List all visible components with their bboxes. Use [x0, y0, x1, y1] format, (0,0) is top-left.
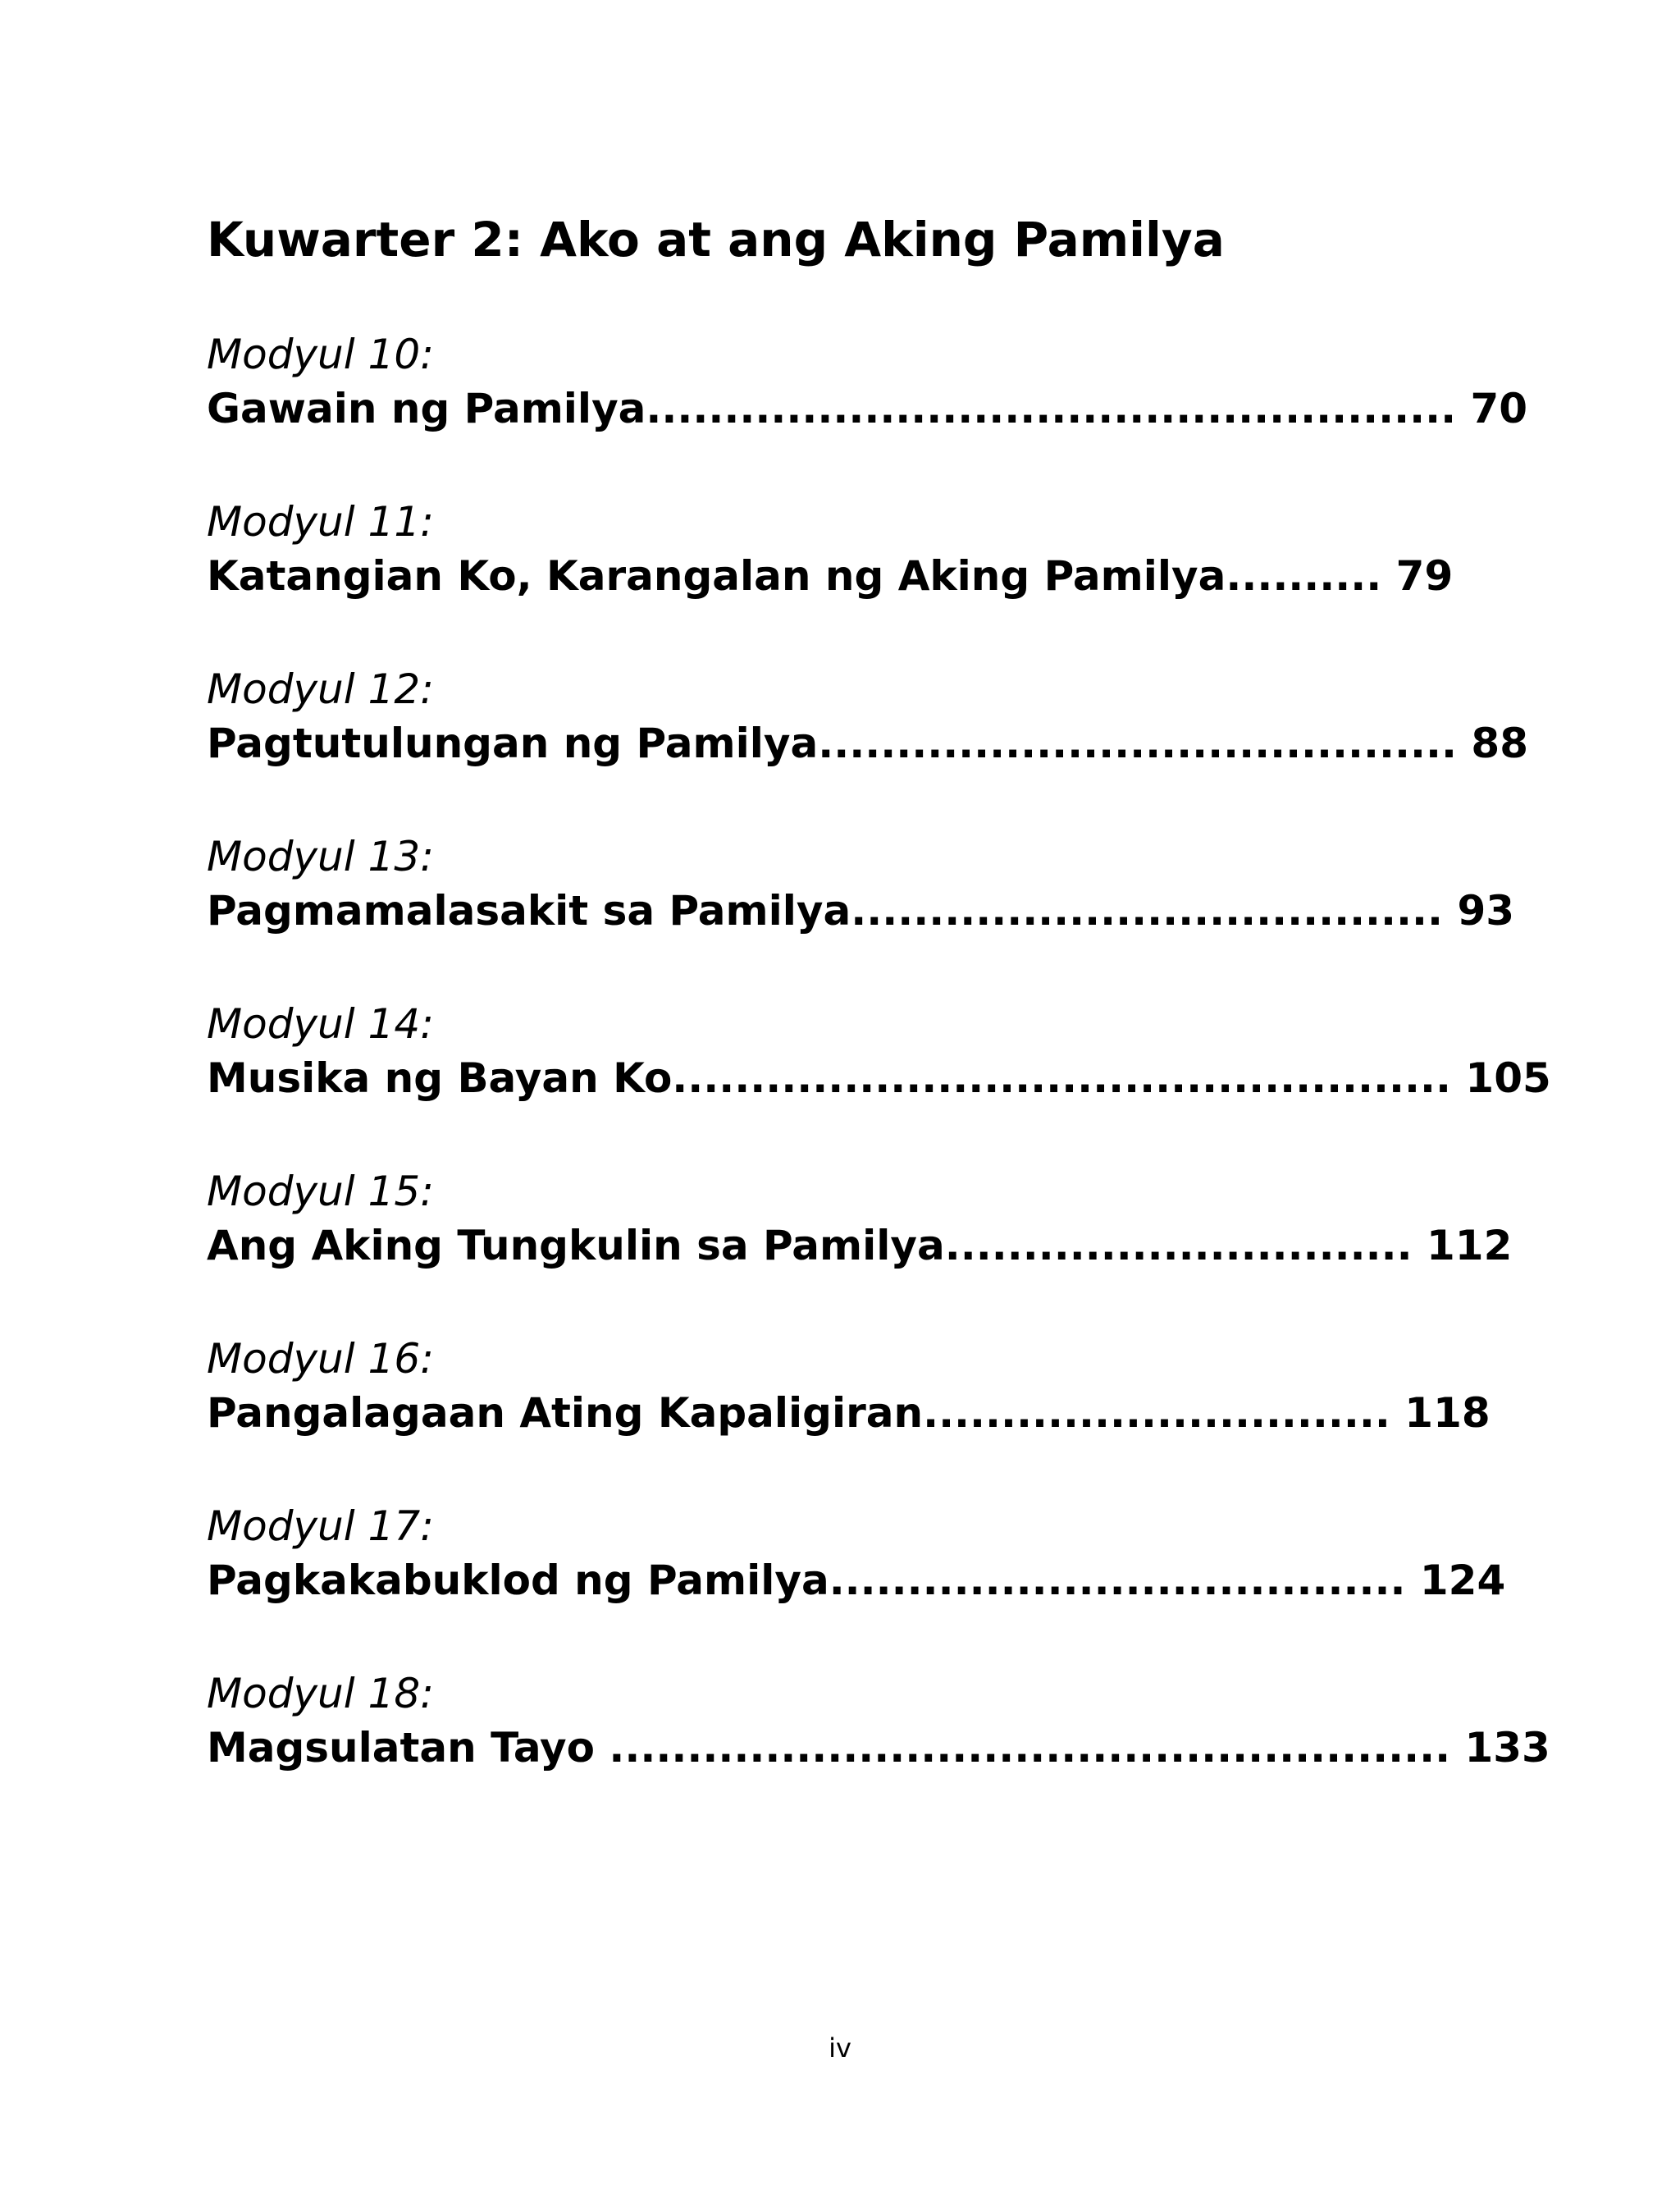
toc-entry-modyul-10	[207, 328, 1527, 437]
toc-entry-modyul-16	[207, 1333, 1491, 1441]
toc-entry-modyul-15	[207, 1165, 1512, 1273]
modyul-title-line: Musika ng Bayan Ko.................................................. 105	[207, 1054, 1551, 1102]
quarter-heading: Kuwarter 2: Ako at ang Aking Pamilya	[207, 212, 1225, 267]
modyul-label: Modyul 15:	[207, 1168, 435, 1215]
toc-entry-modyul-14	[207, 998, 1551, 1106]
modyul-label: Modyul 11:	[207, 498, 435, 546]
modyul-title-line: Pagtutulungan ng Pamilya......................................... 88	[207, 720, 1528, 767]
toc-entry-modyul-17	[207, 1500, 1505, 1608]
modyul-label: Modyul 17:	[207, 1502, 435, 1550]
toc-entry-modyul-12	[207, 663, 1528, 771]
modyul-label: Modyul 14:	[207, 1000, 435, 1048]
modyul-label: Modyul 18:	[207, 1670, 435, 1717]
modyul-title-line: Katangian Ko, Karangalan ng Aking Pamilya.......... 79	[207, 552, 1454, 600]
toc-entry-modyul-13	[207, 830, 1514, 939]
toc-entry-modyul-11	[207, 496, 1453, 604]
modyul-label: Modyul 10:	[207, 331, 435, 378]
modyul-title-line: Pagkakabuklod ng Pamilya..................................... 124	[207, 1557, 1506, 1604]
modyul-label: Modyul 12:	[207, 665, 435, 713]
modyul-title-line: Pangalagaan Ating Kapaligiran.............................. 118	[207, 1389, 1491, 1437]
modyul-label: Modyul 16:	[207, 1335, 435, 1383]
modyul-title-line: Pagmamalasakit sa Pamilya...................................... 93	[207, 887, 1515, 935]
page-number: iv	[829, 2032, 851, 2064]
modyul-label: Modyul 13:	[207, 833, 435, 880]
toc-entry-modyul-18	[207, 1667, 1550, 1776]
modyul-title-line: Magsulatan Tayo ...................................................... 133	[207, 1724, 1550, 1772]
modyul-title-line: Gawain ng Pamilya.................................................... 70	[207, 385, 1528, 432]
modyul-title-line: Ang Aking Tungkulin sa Pamilya.............................. 112	[207, 1222, 1513, 1269]
